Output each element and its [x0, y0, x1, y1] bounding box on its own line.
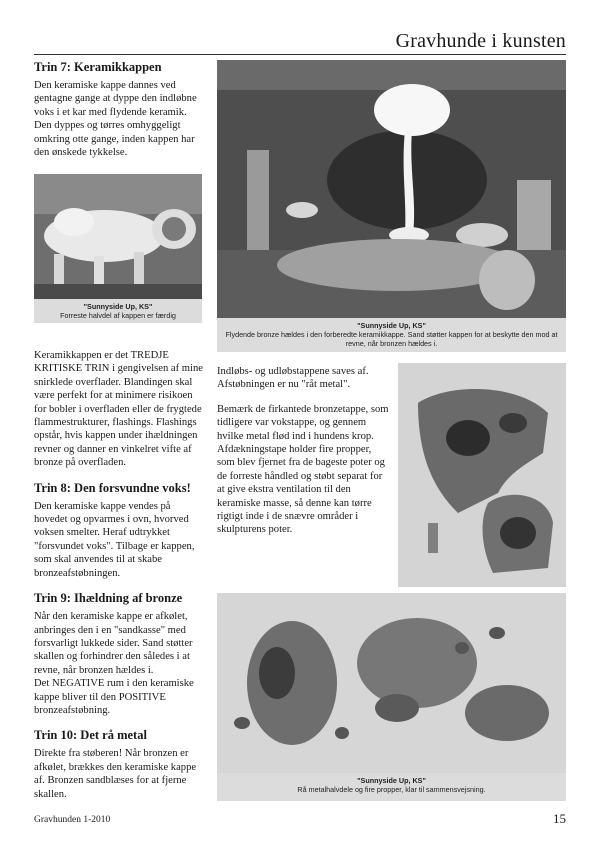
- trin7-block: [34, 60, 206, 159]
- bronze-halves-photo: [398, 363, 566, 587]
- trin8-text: Den keramiske kappe vendes på hovedet og opvarmes i ovn, hvorved voksen smelter. Heraf udtrykket "forsvundet voks". Tilbage er kappen, som skal anvendes til at skabe bronzeafstøbningen.: [34, 500, 195, 579]
- shell-caption-text: Forreste halvdel af kappen er færdig: [60, 311, 176, 320]
- running-title: Gravhunde i kunsten: [395, 30, 566, 52]
- trin7-text: Den keramiske kappe dannes ved gentagne gange at dyppe den indløbne voks i et kar med flydende keramik. Den dyppes og tørres omhyggeligt omkring otte gange, inden kappen har den ønskede tykkelse.: [34, 80, 197, 159]
- shell-caption-title: "Sunnyside Up, KS": [83, 302, 153, 311]
- trin9-text2: Det NEGATIVE rum i den keramiske kappe bliver til den POSITIVE bronzeafstøbning.: [34, 678, 194, 716]
- trin8-heading: Trin 8: Den forsvundne voks!: [34, 480, 191, 495]
- pouring-photo-image: [217, 60, 566, 318]
- shell-photo-image: [34, 174, 202, 299]
- page-number: 15: [553, 811, 566, 826]
- raw-metal-photo: [217, 593, 566, 773]
- trin7-para2: Keramikkappen er det TREDJE KRITISKE TRIN i gengivelsen af mine snirklede overflader. Blandingen skal være perfekt for at minimere risikoen for bobler i overfladen eller de frygtede flammestrukturer, flashings. Flashings opstår, hvis kappen under ihældningen revner og danner en vinkelret vifte af bronze på overfladen.: [34, 350, 203, 469]
- col2-para2: Bemærk de firkantede bronzetappe, som tidligere var vokstappe, og gennem hvilke metal flød ind i hundens krop.: [217, 403, 389, 442]
- raw-metal-caption: [217, 773, 566, 801]
- bronze-halves-image: [398, 363, 566, 587]
- shell-caption: [34, 299, 202, 323]
- col2-para1: Indløbs- og udløbstappene saves af. Afstøbningen er nu "råt metal".: [217, 366, 369, 391]
- col2-text: [217, 365, 389, 537]
- header-rule: [34, 54, 566, 55]
- trin10-text: Direkte fra støberen! Når bronzen er afkølet, brækkes den keramiske kappe af. Bronzen sandblæses for at fjerne skallen.: [34, 748, 197, 800]
- trin7-heading: Trin 7: Keramikkappen: [34, 60, 162, 74]
- col2-para3: Afdækningstape holder fire propper, som blev fjernet fra de bageste poter og de forreste håndled og støbt separat for at give ekstra ventilation til den keramiske masse, så denne kan tørre rigtigt inde i de snævre områder i skulpturens poter.: [217, 444, 385, 536]
- raw-metal-caption-title: "Sunnyside Up, KS": [357, 776, 426, 785]
- pouring-caption: [217, 318, 566, 352]
- raw-metal-caption-text: Rå metalhalvdele og fire propper, klar til sammensvejsning.: [297, 785, 486, 794]
- pouring-photo: [217, 60, 566, 318]
- pouring-caption-text: Flydende bronze hældes i den forberedte keramikkappe. Sand støtter kappen for at beskytte den mod at revne, når bronzen hældes i.: [225, 330, 558, 348]
- trin9-heading: Trin 9: Ihældning af bronze: [34, 591, 183, 606]
- trin9-text1: Når den keramiske kappe er afkølet, anbringes den i en "sandkasse" med forsvarligt lukkede sider. Sand støtter skallen og forhindrer den således i at revne, når bronzen hældes i.: [34, 611, 193, 676]
- issue-label: Gravhunden 1-2010: [34, 815, 111, 825]
- pouring-caption-title: "Sunnyside Up, KS": [357, 321, 426, 330]
- raw-metal-image: [217, 593, 566, 773]
- shell-photo: [34, 174, 202, 299]
- col1-lower: [34, 349, 206, 801]
- trin10-heading: Trin 10: Det rå metal: [34, 728, 147, 743]
